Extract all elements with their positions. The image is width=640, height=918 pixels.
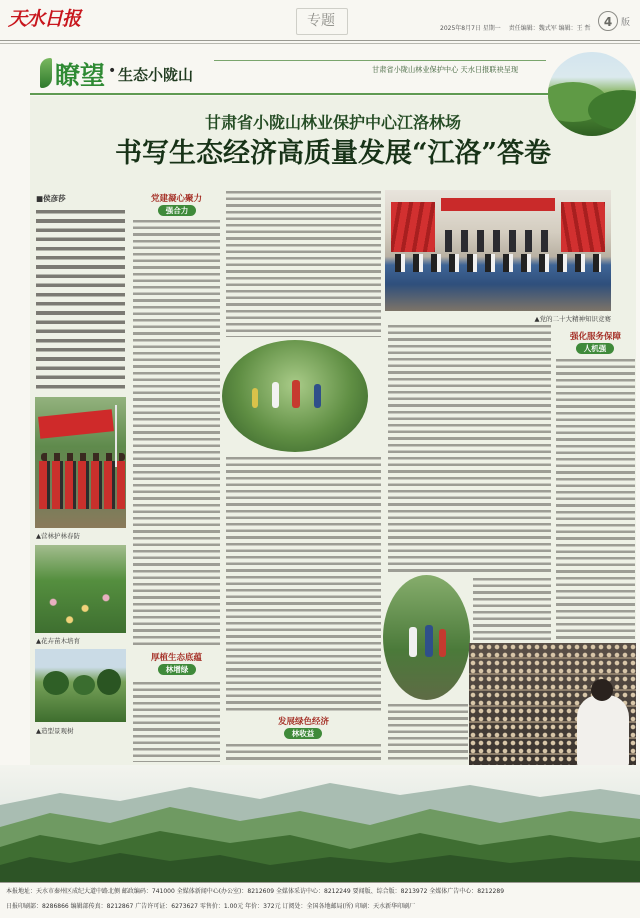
photo-red-banner	[38, 409, 114, 439]
photo-person	[439, 629, 446, 657]
issue-editors: 责任编辑：魏式军 编辑：王 哲	[508, 25, 591, 32]
banner-column-name: 生态小陇山	[118, 66, 194, 84]
photo-front-row	[395, 254, 601, 272]
photo-worker-head	[591, 679, 613, 701]
body-text-col4	[388, 325, 551, 573]
bottom-landscape-photo	[0, 765, 640, 882]
page-number: 4	[603, 15, 613, 29]
banner-bottom-line	[30, 93, 550, 95]
photo-worker-coat	[577, 695, 629, 765]
section-label: 专题	[307, 13, 335, 29]
topiary-photo	[35, 649, 126, 722]
section-heading-economy: 发展绿色经济	[277, 717, 329, 727]
photo-tree	[43, 671, 69, 695]
footer-line-2: 日报印刷部：8286866 编辑部传真：8212867 广告许可证：6273627 零售价：1.00元 年价：372元 订阅处：全国各地邮局(所) 印刷：天水新华印刷厂	[6, 903, 416, 910]
page-number-badge	[598, 11, 618, 31]
masthead-rule-thin	[0, 43, 640, 44]
forest-inspection-photo	[222, 340, 368, 452]
photo-person	[314, 384, 321, 408]
patrol-caption: ▲营林护林春防	[36, 532, 80, 540]
masthead-rule	[0, 40, 640, 41]
article-intro-text	[36, 210, 125, 390]
meeting-caption: ▲党的二十大精神知识竞赛	[534, 315, 611, 323]
photo-person	[409, 627, 417, 657]
section-heading-ecology: 厚植生态底蕴	[150, 653, 202, 663]
section-tag-party: 强合力	[158, 205, 196, 216]
masthead-logo: 天水日报	[8, 8, 81, 30]
article-headline: 书写生态经济高质量发展“江洛”答卷	[114, 138, 552, 169]
photo-person	[272, 382, 279, 408]
photo-people	[39, 461, 125, 509]
banner-top-line	[214, 60, 546, 61]
section-heading-party: 党建凝心聚力	[150, 194, 202, 204]
photo-back-row	[445, 230, 555, 252]
body-text-col2-lower	[133, 682, 220, 762]
mushroom-greenhouse-photo	[469, 643, 636, 765]
patrol-photo	[35, 397, 126, 528]
footer-line-1: 本报地址：天水市秦州区成纪大道中路北侧 邮政编码：741000 全媒体新闻中心(办公室)：8212609 全媒体采访中心：8212249 要闻版、综合版：8213972 全媒体广告中心：8212289	[6, 888, 505, 895]
nursery-caption: ▲花卉苗木培育	[36, 637, 80, 645]
photo-heads	[41, 453, 125, 461]
photo-tree	[73, 675, 95, 695]
footer-rule	[0, 882, 640, 883]
meeting-photo	[385, 190, 611, 311]
section-tag-service: 人机强	[576, 343, 614, 354]
photo-person	[425, 625, 433, 657]
banner-partners: 甘肃省小陇山林业保护中心 天水日报联袂呈现	[372, 65, 519, 74]
body-text-col3-bottom	[226, 744, 381, 764]
body-text-col3-mid	[226, 457, 381, 711]
issue-info	[440, 23, 591, 32]
body-text-col3-top	[226, 191, 381, 337]
body-text-col2	[133, 220, 220, 646]
photo-person	[292, 380, 300, 408]
section-heading-service: 强化服务保障	[569, 332, 621, 342]
section-tag-economy: 林收益	[284, 728, 322, 739]
photo-tree	[97, 669, 121, 695]
photo-flags-left	[391, 202, 435, 252]
photo-flags-right	[561, 202, 605, 252]
banner-leaf-mark	[40, 58, 52, 88]
issue-date: 2025年8月7日 星期一	[440, 25, 501, 32]
body-text-col4-bottom	[388, 704, 468, 762]
body-text-col5	[556, 359, 635, 641]
body-text-col4-side	[473, 578, 551, 640]
banner-kicker: 瞭望	[55, 61, 106, 90]
article-byline: ■侯彦莎	[36, 194, 66, 203]
photo-red-banner	[441, 198, 555, 211]
page-unit: 版	[621, 18, 631, 28]
section-tag-ecology: 林增绿	[158, 664, 196, 675]
nursery-photo	[35, 545, 126, 633]
banner-separator: •	[108, 63, 117, 79]
photo-person	[252, 388, 258, 408]
forest-team-photo	[383, 575, 470, 700]
article-kicker-title: 甘肃省小陇山林业保护中心江洛林场	[204, 113, 461, 132]
topiary-caption: ▲造型景观树	[36, 727, 74, 735]
